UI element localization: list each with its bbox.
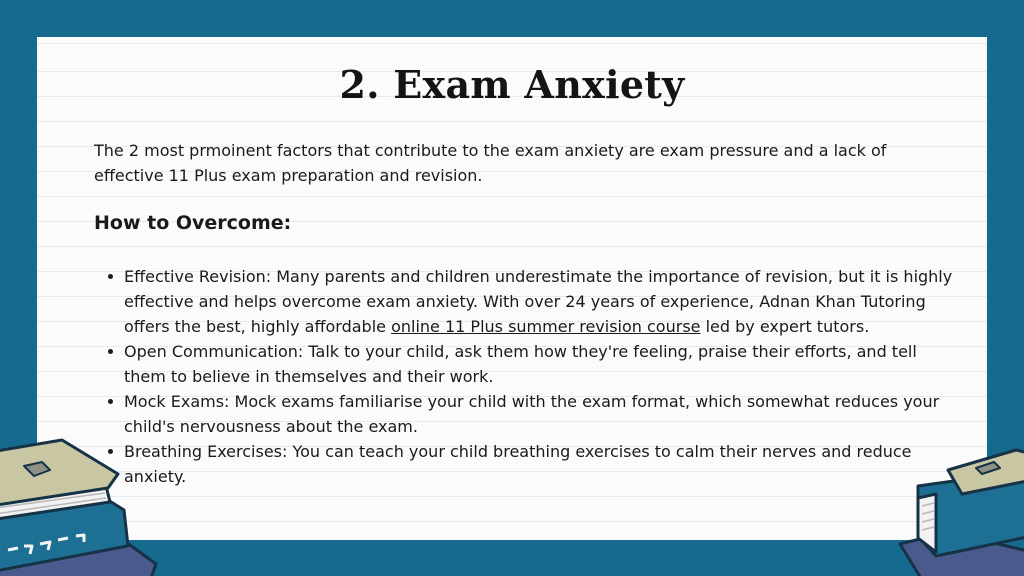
section-heading: How to Overcome: bbox=[94, 212, 292, 234]
list-item bbox=[94, 264, 962, 339]
list-item bbox=[94, 389, 962, 439]
page-title: 2. Exam Anxiety bbox=[339, 62, 685, 107]
book-stack-icon bbox=[892, 440, 1024, 576]
intro-paragraph: The 2 most prmoinent factors that contribute to the exam anxiety are exam pressure and a lack of effective 11 Plus exam preparation and revision. bbox=[94, 141, 887, 185]
list-item bbox=[94, 339, 962, 389]
revision-course-link[interactable]: online 11 Plus summer revision course bbox=[391, 317, 701, 336]
bullet-text: Effective Revision: Many parents and children underestimate the importance of revision, but it is highly effective and helps overcome exam anxiety. With over 24 years of experience, Adnan Khan Tutoring offers the best, highly affordable bbox=[124, 267, 953, 336]
bullet-text: Breathing Exercises: You can teach your child breathing exercises to calm their nerves and reduce anxiety. bbox=[124, 442, 912, 486]
bullet-text-end: led by expert tutors. bbox=[700, 317, 870, 336]
list-item bbox=[94, 439, 962, 489]
tips-list bbox=[94, 264, 962, 489]
bullet-text: Mock Exams: Mock exams familiarise your child with the exam format, which somewhat reduces your child's nervousness about the exam. bbox=[124, 392, 940, 436]
book-stack-icon bbox=[0, 436, 160, 576]
bullet-text: Open Communication: Talk to your child, ask them how they're feeling, praise their efforts, and tell them to believe in themselves and their work. bbox=[124, 342, 917, 386]
